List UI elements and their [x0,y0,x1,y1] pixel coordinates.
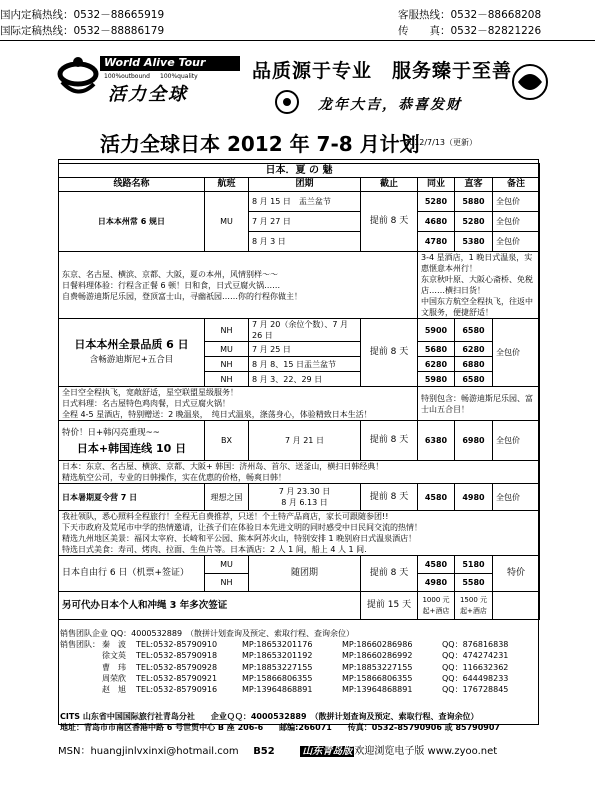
header-direct-price: 直客 [455,178,493,192]
sales-team [60,628,539,695]
header-note: 备注 [493,178,540,192]
price-note [493,592,540,620]
route-name: 日本自由行 6 日（机票+签证） [59,556,205,592]
header-route: 线路名称 [59,178,205,192]
tour-date: 8 月 15 日 盂兰盆节 [249,192,361,212]
header-date: 团期 [249,178,361,192]
route-description [59,511,540,556]
peer-price: 1000 元 起+酒店 [418,592,455,620]
table-row [59,556,540,574]
slogan-sub: 龙年大吉，恭喜发财 [318,97,462,113]
table-header-row [59,178,540,192]
cutoff: 提前 8 天 [361,556,418,592]
peer-price: 4780 [418,232,455,252]
footer-brand: 山东青岛版 [302,746,353,757]
sales-qq-line: 销售团队企业 QQ：4000532889 （散拼计划查询及预定、索取行程、查询余位） [60,629,355,638]
member-mp2: MP:18660286992 [342,651,413,661]
section-title: 日本．夏 の 魅 [59,164,540,178]
flight-code: MU [205,342,249,357]
direct-price: 6580 [455,319,493,342]
member-tel: TEL:0532-85790910 [136,640,218,650]
peer-price: 6280 [418,357,455,372]
page-title: 活力全球日本 2012 年 7-8 月计划 [100,132,420,156]
member-qq: QQ：474274231 [442,651,509,661]
direct-price: 4980 [455,484,493,511]
page-footer [58,742,548,757]
route-description [59,252,540,319]
direct-price: 5880 [455,192,493,212]
company-address: 地址：青岛市市南区香港中路 6 号世贸中心 B 座 206-6 邮编:266071 传真：0532-85790906 或 85790907 [60,722,500,732]
member-name: 赵 旭 [102,684,126,694]
flight-code: NH [205,319,249,342]
description-right: 特别包含：畅游迪斯尼乐园、富士山五合目！ [418,387,540,421]
list-item [60,662,539,673]
route-name: 日本暑期夏令营 7 日 [59,484,205,511]
direct-price: 1500 元 起+酒店 [455,592,493,620]
tour-date: 随团期 [249,556,361,592]
member-name: 徐文英 [102,651,126,661]
company-info [60,712,539,733]
dragon-right-icon [508,60,552,104]
footer-msn: MSN：huangjinlvxinxi@hotmail.com [58,746,239,757]
description: 我社领队，悉心照料全程旅行！全程无自费推荐，只送！个土特产品商店，家长可跟随参团!! 下天市政府及荒尾市中学的热情邀请，让孩子们在体验日本先进文明的同时感受中日民间交流的热情！ 精选九州地区美景：福冈太宰府、长崎和平公园、熊本阿苏火山，特别安排 1 晚别府日式温泉酒店！ 特选日式美食：寿司、烤肉、拉面、生鱼片等。日本酒店：2 人 1 间，船上 4 人 1 间. [59,511,540,556]
member-mp: MP:15866806355 [242,673,313,683]
member-qq: QQ：176728845 [442,684,509,694]
tour-date-2: 8 月 6.13 日 [281,498,328,507]
logo-brand-cn: 活力全球 [108,84,188,105]
title-date: 2012/7/13（更新） [404,138,478,147]
list-item [60,684,539,695]
member-tel: TEL:0532-85790928 [136,662,218,672]
table-row [59,319,540,342]
tour-date-1: 7 月 23.30 日 [278,487,331,496]
route-name: 日本+韩国连线 10 日 [76,441,187,455]
service-hotline: 客服热线：0532－88668208 [398,9,542,21]
direct-price: 5280 [455,212,493,232]
cutoff: 提前 8 天 [361,192,418,252]
logo-sub-left: 100%outbound [104,73,150,80]
tour-date: 7 月 25 日 [249,342,361,357]
member-tel: TEL:0532-85790921 [136,673,218,683]
price-note: 全包价 [493,232,540,252]
route-description [59,461,540,484]
direct-price: 6880 [455,357,493,372]
list-item [60,650,539,661]
flight-code: NH [205,372,249,387]
header-flight: 航班 [205,178,249,192]
description-left: 东京、名古屋、横滨、京都、大阪，夏の本州，风情别样～～ 日餐料理体验：行程含正餐 6 顿！日和食，日式豆腐火锅…… 自费畅游迪斯尼乐园，登顶富士山，寻幽祇园……你的行程你做主！ [59,252,418,319]
flight-code: 理想之国 [205,484,249,511]
logo-sub-right: 100%quality [160,73,198,80]
direct-price: 5180 [455,556,493,574]
member-name: 曹 玮 [102,662,126,672]
peer-price: 4680 [418,212,455,232]
cutoff: 提前 8 天 [361,319,418,387]
list-item [60,673,539,684]
member-qq: QQ：116632362 [442,662,509,672]
tour-date: 8 月 8、15 日盂兰盆节 [249,357,361,372]
direct-price: 6580 [455,372,493,387]
peer-price: 6380 [418,421,455,461]
table-row [59,421,540,461]
route-name: 日本本州全景品质 6 日 [74,338,189,351]
cutoff: 提前 8 天 [361,421,418,461]
route-tag: 特价！日+韩闪亮重现~~ [62,427,160,438]
price-note: 全包价 [493,192,540,212]
intl-hotline: 国际定稿热线：0532－88886179 [0,25,165,37]
footer-tail: 欢迎浏览电子版 www.zyoo.net [354,746,498,757]
sales-label: 销售团队： [60,640,100,650]
tour-date: 8 月 3、22、29 日 [249,372,361,387]
route-name: 日本本州常 6 规日 [59,192,205,252]
description-left: 全日空全程执飞，宽敞舒适，星空联盟星级服务！ 日式料理：名古屋特色鸡肉餐，日式豆腐火锅！ 全程 4-5 星酒店，特别赠送：2 晚温泉， 纯日式温泉，涤荡身心，体验精致日本生活！ [59,387,418,421]
page-number: B52 [253,746,275,757]
tour-date: 7 月 20（余位个数）、7 月 26 日 [249,319,361,342]
logo-brand-en: World Alive Tour [104,56,206,69]
description-right: 3-4 星酒店，1 晚日式温泉，实惠惬意本州行！ 东京秋叶原、大阪心斋桥、免税店……横扫日货！ 中国东方航空全程执飞，往返中文服务，便捷舒适！ [418,252,540,319]
dragon-left-icon [272,88,302,116]
member-mp: MP:18853227155 [242,662,313,672]
route-cell [59,319,205,387]
member-tel: TEL:0532-85790918 [136,651,218,661]
list-item [60,639,539,650]
table-row [59,592,540,620]
flight-code: MU [205,192,249,252]
member-qq: QQ：644498233 [442,673,509,683]
slogan-main: 品质源于专业 服务臻于至善 [252,60,513,82]
peer-price: 5900 [418,319,455,342]
fax-number: 传 真：0532－82821226 [398,25,542,37]
tour-date: 7 月 21 日 [249,421,361,461]
member-mp: MP:13964868891 [242,684,313,694]
peer-price: 5680 [418,342,455,357]
member-mp: MP:18653201176 [242,640,313,650]
member-qq: QQ：876816838 [442,640,509,650]
route-cell [59,421,205,461]
member-mp2: MP:18660286986 [342,640,413,650]
direct-price: 5580 [455,574,493,592]
price-note: 全包价 [493,484,540,511]
header-cutoff: 截止 [361,178,418,192]
peer-price: 4580 [418,556,455,574]
direct-price: 5380 [455,232,493,252]
table-row [59,192,540,212]
price-note: 全包价 [493,212,540,232]
route-name: 另可代办日本个人和冲绳 3 年多次签证 [59,592,361,620]
tour-date [249,484,361,511]
flight-code: BX [205,421,249,461]
flight-code: NH [205,357,249,372]
route-subtitle: 含畅游迪斯尼+五合目 [89,355,174,365]
cutoff: 提前 8 天 [361,484,418,511]
direct-price: 6980 [455,421,493,461]
peer-price: 4580 [418,484,455,511]
cutoff: 提前 15 天 [361,592,418,620]
tour-date: 7 月 27 日 [249,212,361,232]
peer-price: 4980 [418,574,455,592]
company-line-1: CITS 山东省中国国际旅行社青岛分社 企业ＱＱ：4000532889 （散拼计划查询及预定、索取行程、查询余位） [60,712,479,721]
description: 日本：东京、名古屋、横滨、京都、大阪+ 韩国：济州岛、首尔、送釜山，横扫日韩经典！ 精选航空公司，专业的日韩操作，实在优惠的价格，畅爽日韩！ [59,461,540,484]
route-description [59,387,540,421]
price-note: 全包价 [493,319,540,387]
header-divider [0,40,595,41]
member-tel: TEL:0532-85790916 [136,684,218,694]
price-note: 全包价 [493,421,540,461]
tour-date: 8 月 3 日 [249,232,361,252]
peer-price: 5980 [418,372,455,387]
member-mp2: MP:18853227155 [342,662,413,672]
table-row [59,484,540,511]
domestic-hotline: 国内定稿热线：0532－88665919 [0,9,165,21]
company-logo [48,52,244,104]
member-mp: MP:18653201192 [242,651,313,661]
peer-price: 5280 [418,192,455,212]
flight-code: NH [205,574,249,592]
flight-code: MU [205,556,249,574]
member-mp2: MP:13964868891 [342,684,413,694]
price-table [58,163,540,620]
member-name: 周荣欣 [102,673,126,683]
price-note: 特价 [493,556,540,592]
header-peer-price: 同业 [418,178,455,192]
member-mp2: MP:15866806355 [342,673,413,683]
direct-price: 6280 [455,342,493,357]
member-name: 秦 波 [102,640,126,650]
